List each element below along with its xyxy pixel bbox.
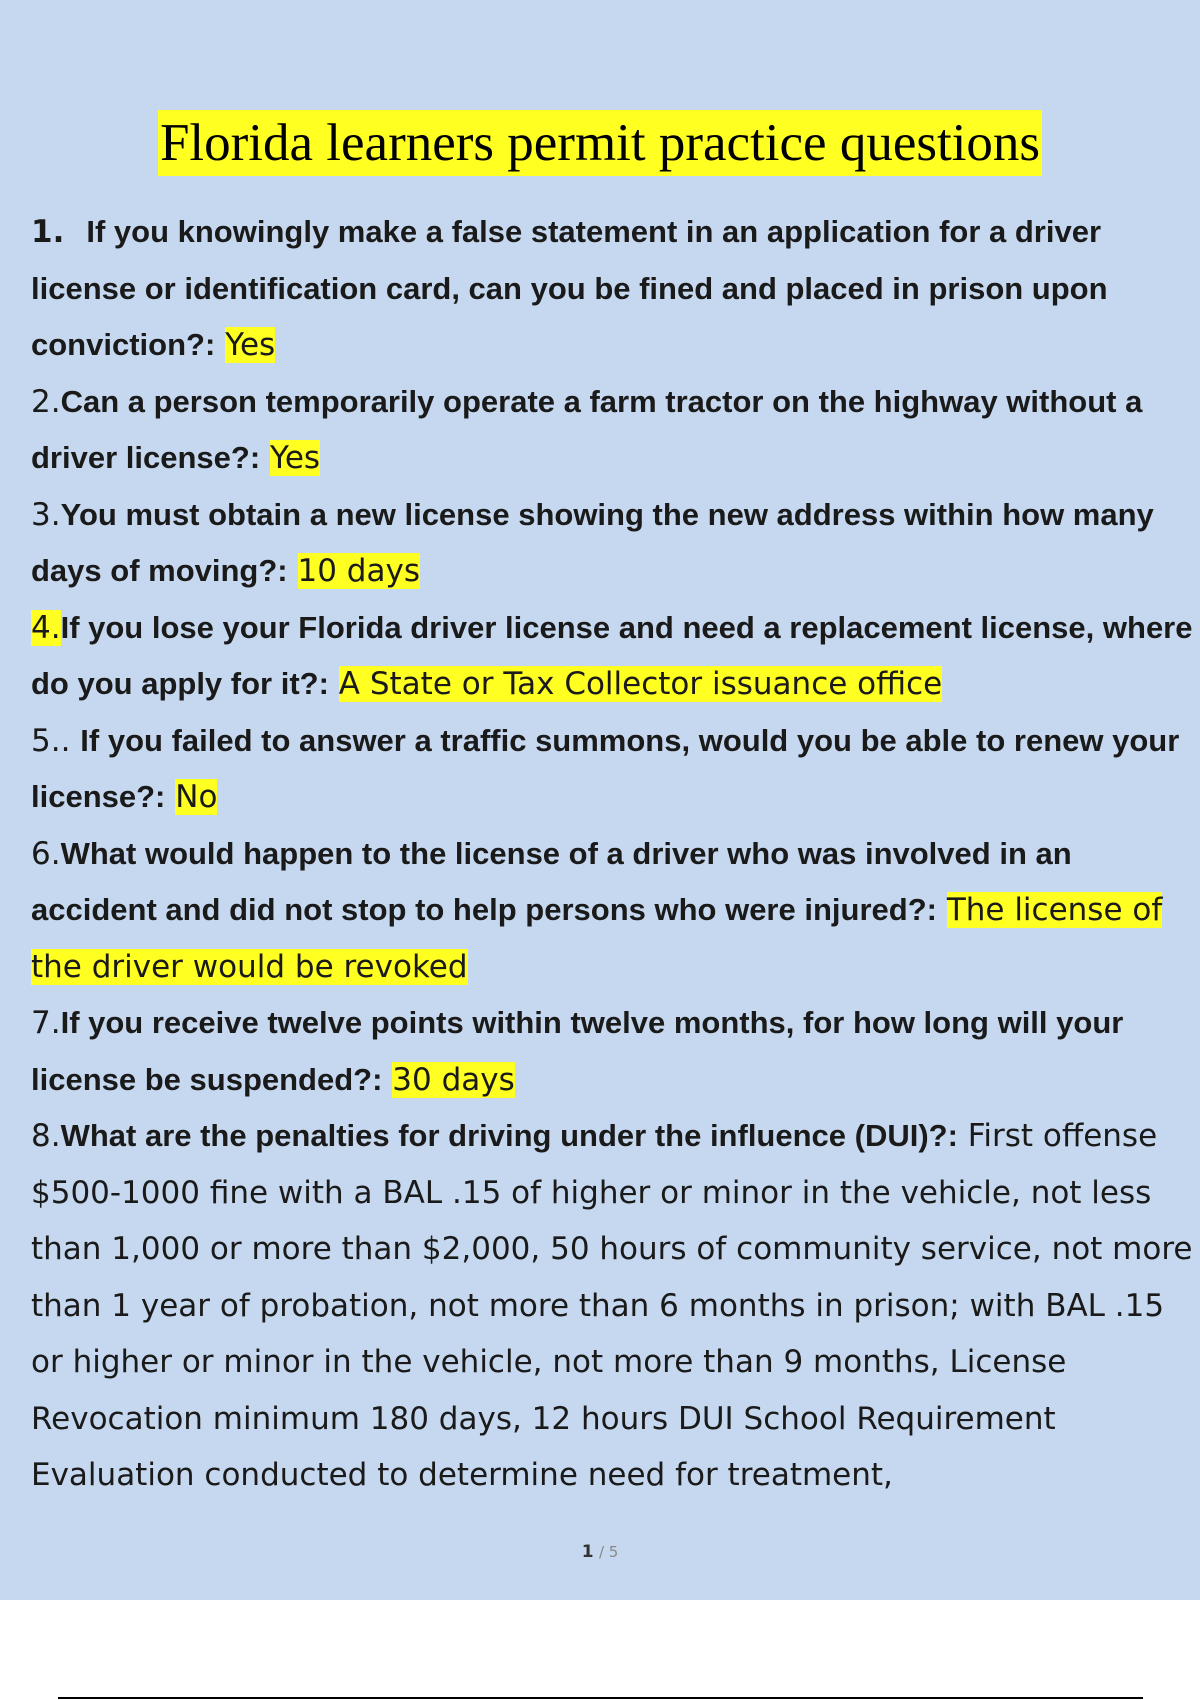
answer-text-lead: First offense: [967, 1118, 1158, 1154]
question-number: 6.: [31, 835, 61, 872]
question-text: If you receive twelve points within twelve months, for how long will your license be suspended?:: [31, 1005, 1124, 1097]
document-title: Florida learners permit practice questions: [158, 110, 1042, 176]
question-number: 2.: [31, 383, 61, 420]
question-text: What are the penalties for driving under the influence (DUI)?:: [60, 1118, 958, 1153]
question-item: [31, 713, 1200, 826]
question-number: 4.: [31, 609, 61, 646]
question-item: [31, 374, 1200, 487]
answer-text: $500-1000 fine with a BAL .15 of higher or minor in the vehicle, not less than 1,000 or more than $2,000, 50 hours of community service, not more than 1 year of probation, not more than 6 months in prison; with BAL .15 or higher or minor in the vehicle, not more than 9 months, License Revocation minimum 180 days, 12 hours DUI School Requirement Evaluation conducted to determine need for treatment,: [31, 1174, 1193, 1493]
question-number: 5..: [31, 722, 71, 759]
question-item: [31, 487, 1200, 600]
answer-highlight: No: [175, 779, 218, 815]
current-page: 1: [581, 1542, 594, 1562]
answer-highlight: A State or Tax Collector issuance office: [338, 666, 943, 702]
answer-highlight: The license of the driver would be revoked: [31, 892, 1163, 985]
question-number: 1.: [31, 214, 65, 250]
answer-highlight: Yes: [270, 440, 321, 476]
question-item: [31, 1108, 1200, 1504]
question-text: What would happen to the license of a driver who was involved in an accident and did not stop to help persons who were injured?:: [31, 835, 1072, 927]
question-text: If you failed to answer a traffic summons, would you be able to renew your license?:: [31, 722, 1180, 814]
question-text: If you lose your Florida driver license and need a replacement license, where do you apply for it?:: [31, 609, 1193, 701]
question-text: You must obtain a new license showing the new address within how many days of moving?:: [31, 496, 1154, 588]
question-text: If you knowingly make a false statement in an application for a driver license or identification card, can you be fined and placed in prison upon conviction?:: [31, 214, 1108, 362]
question-item: [31, 600, 1200, 713]
question-text: Can a person temporarily operate a farm tractor on the highway without a driver license?:: [31, 383, 1143, 475]
page-indicator: [0, 1542, 1200, 1562]
question-number: 7.: [31, 1005, 61, 1041]
question-item: [31, 204, 1200, 374]
answer-highlight: Yes: [225, 327, 276, 363]
question-item: [31, 995, 1200, 1108]
answer-highlight: 30 days: [392, 1061, 515, 1098]
answer-highlight: 10 days: [297, 553, 420, 589]
question-number: 3.: [31, 496, 61, 533]
question-list: [31, 204, 1200, 1504]
question-item: [31, 826, 1200, 996]
question-number: 8.: [31, 1118, 61, 1154]
total-pages: / 5: [598, 1543, 619, 1561]
page-divider: [58, 1697, 1143, 1699]
